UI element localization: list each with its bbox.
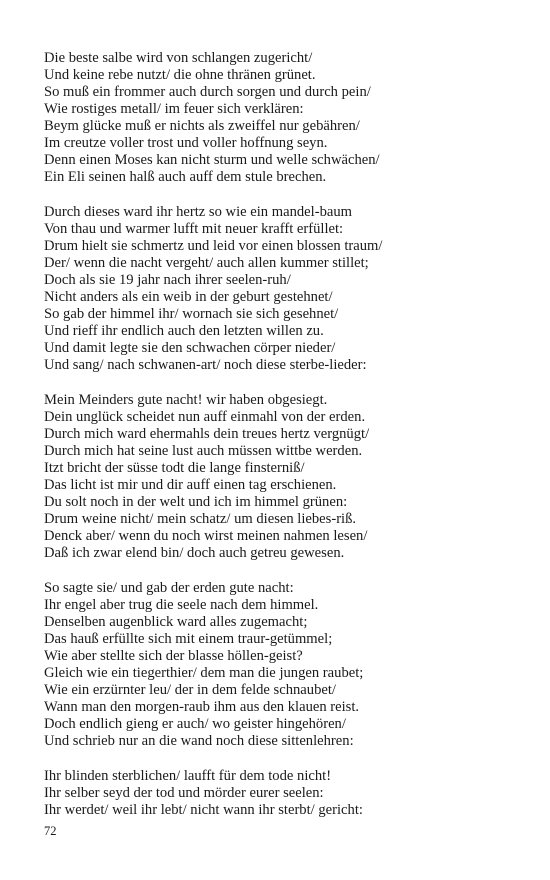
- verse-line: So sagte sie/ und gab der erden gute nacht:: [44, 580, 294, 596]
- verse-line: Das licht ist mir und dir auff einen tag erschienen.: [44, 477, 337, 493]
- verse-line: Doch als sie 19 jahr nach ihrer seelen-ruh/: [44, 272, 291, 288]
- verse-line: Und keine rebe nutzt/ die ohne thränen grünet.: [44, 67, 316, 83]
- verse-line: Ihr werdet/ weil ihr lebt/ nicht wann ihr sterbt/ gericht:: [44, 802, 363, 818]
- verse-line: Durch dieses ward ihr hertz so wie ein mandel-baum: [44, 204, 352, 220]
- verse-line: So muß ein frommer auch durch sorgen und durch pein/: [44, 84, 371, 100]
- verse-line: Im creutze voller trost und voller hoffnung seyn.: [44, 135, 328, 151]
- poem-text: [44, 50, 514, 837]
- verse-line: Wie ein erzürnter leu/ der in dem felde schnaubet/: [44, 682, 336, 698]
- verse-line: Mein Meinders gute nacht! wir haben obgesiegt.: [44, 392, 328, 408]
- verse-line: Ihr engel aber trug die seele nach dem himmel.: [44, 597, 319, 613]
- verse-line: Das hauß erfüllte sich mit einem traur-getümmel;: [44, 631, 333, 647]
- verse-line: Gleich wie ein tiegerthier/ dem man die jungen raubet;: [44, 665, 364, 681]
- verse-line: Und damit legte sie den schwachen cörper nieder/: [44, 340, 336, 356]
- stanza-5: [44, 768, 514, 819]
- verse-line: Ihr blinden sterblichen/ laufft für dem tode nicht!: [44, 768, 332, 784]
- stanza-1: [44, 50, 514, 186]
- verse-line: Drum weine nicht/ mein schatz/ um diesen liebes-riß.: [44, 511, 357, 527]
- verse-line: Durch mich hat seine lust auch müssen wittbe werden.: [44, 443, 363, 459]
- verse-line: Drum hielt sie schmertz und leid vor einen blossen traum/: [44, 238, 383, 254]
- verse-line: So gab der himmel ihr/ wornach sie sich gesehnet/: [44, 306, 339, 322]
- verse-line: Doch endlich gieng er auch/ wo geister hingehören/: [44, 716, 346, 732]
- verse-line: Durch mich ward ehermahls dein treues hertz vergnügt/: [44, 426, 370, 442]
- verse-line: Von thau und warmer lufft mit neuer krafft erfüllet:: [44, 221, 344, 237]
- verse-line: Wie aber stellte sich der blasse höllen-geist?: [44, 648, 303, 664]
- verse-line: Denck aber/ wenn du noch wirst meinen nahmen lesen/: [44, 528, 368, 544]
- stanza-2: [44, 204, 514, 374]
- verse-line: Du solt noch in der welt und ich im himmel grünen:: [44, 494, 348, 510]
- verse-line: Dein unglück scheidet nun auff einmahl von der erden.: [44, 409, 366, 425]
- verse-line: Beym glücke muß er nichts als zweiffel nur gebähren/: [44, 118, 360, 134]
- stanza-4: [44, 580, 514, 750]
- verse-line: Und sang/ nach schwanen-art/ noch diese sterbe-lieder:: [44, 357, 367, 373]
- verse-line: Daß ich zwar elend bin/ doch auch getreu gewesen.: [44, 545, 345, 561]
- verse-line: Ihr selber seyd der tod und mörder eurer seelen:: [44, 785, 324, 801]
- verse-line: Und schrieb nur an die wand noch diese sittenlehren:: [44, 733, 354, 749]
- verse-line: Wann man den morgen-raub ihm aus den klauen reist.: [44, 699, 360, 715]
- verse-line: Denn einen Moses kan nicht sturm und welle schwächen/: [44, 152, 380, 168]
- verse-line: Wie rostiges metall/ im feuer sich verklären:: [44, 101, 304, 117]
- stanza-3: [44, 392, 514, 562]
- verse-line: Die beste salbe wird von schlangen zugericht/: [44, 50, 313, 66]
- verse-line: Itzt bricht der süsse todt die lange finsterniß/: [44, 460, 305, 476]
- verse-line: Nicht anders als ein weib in der geburt gestehnet/: [44, 289, 333, 305]
- verse-line: Ein Eli seinen halß auch auff dem stule brechen.: [44, 169, 327, 185]
- verse-line: Denselben augenblick ward alles zugemacht;: [44, 614, 308, 630]
- verse-line: Der/ wenn die nacht vergeht/ auch allen kummer stillet;: [44, 255, 369, 271]
- verse-line: Und rieff ihr endlich auch den letzten willen zu.: [44, 323, 324, 339]
- page-number: 72: [44, 824, 57, 838]
